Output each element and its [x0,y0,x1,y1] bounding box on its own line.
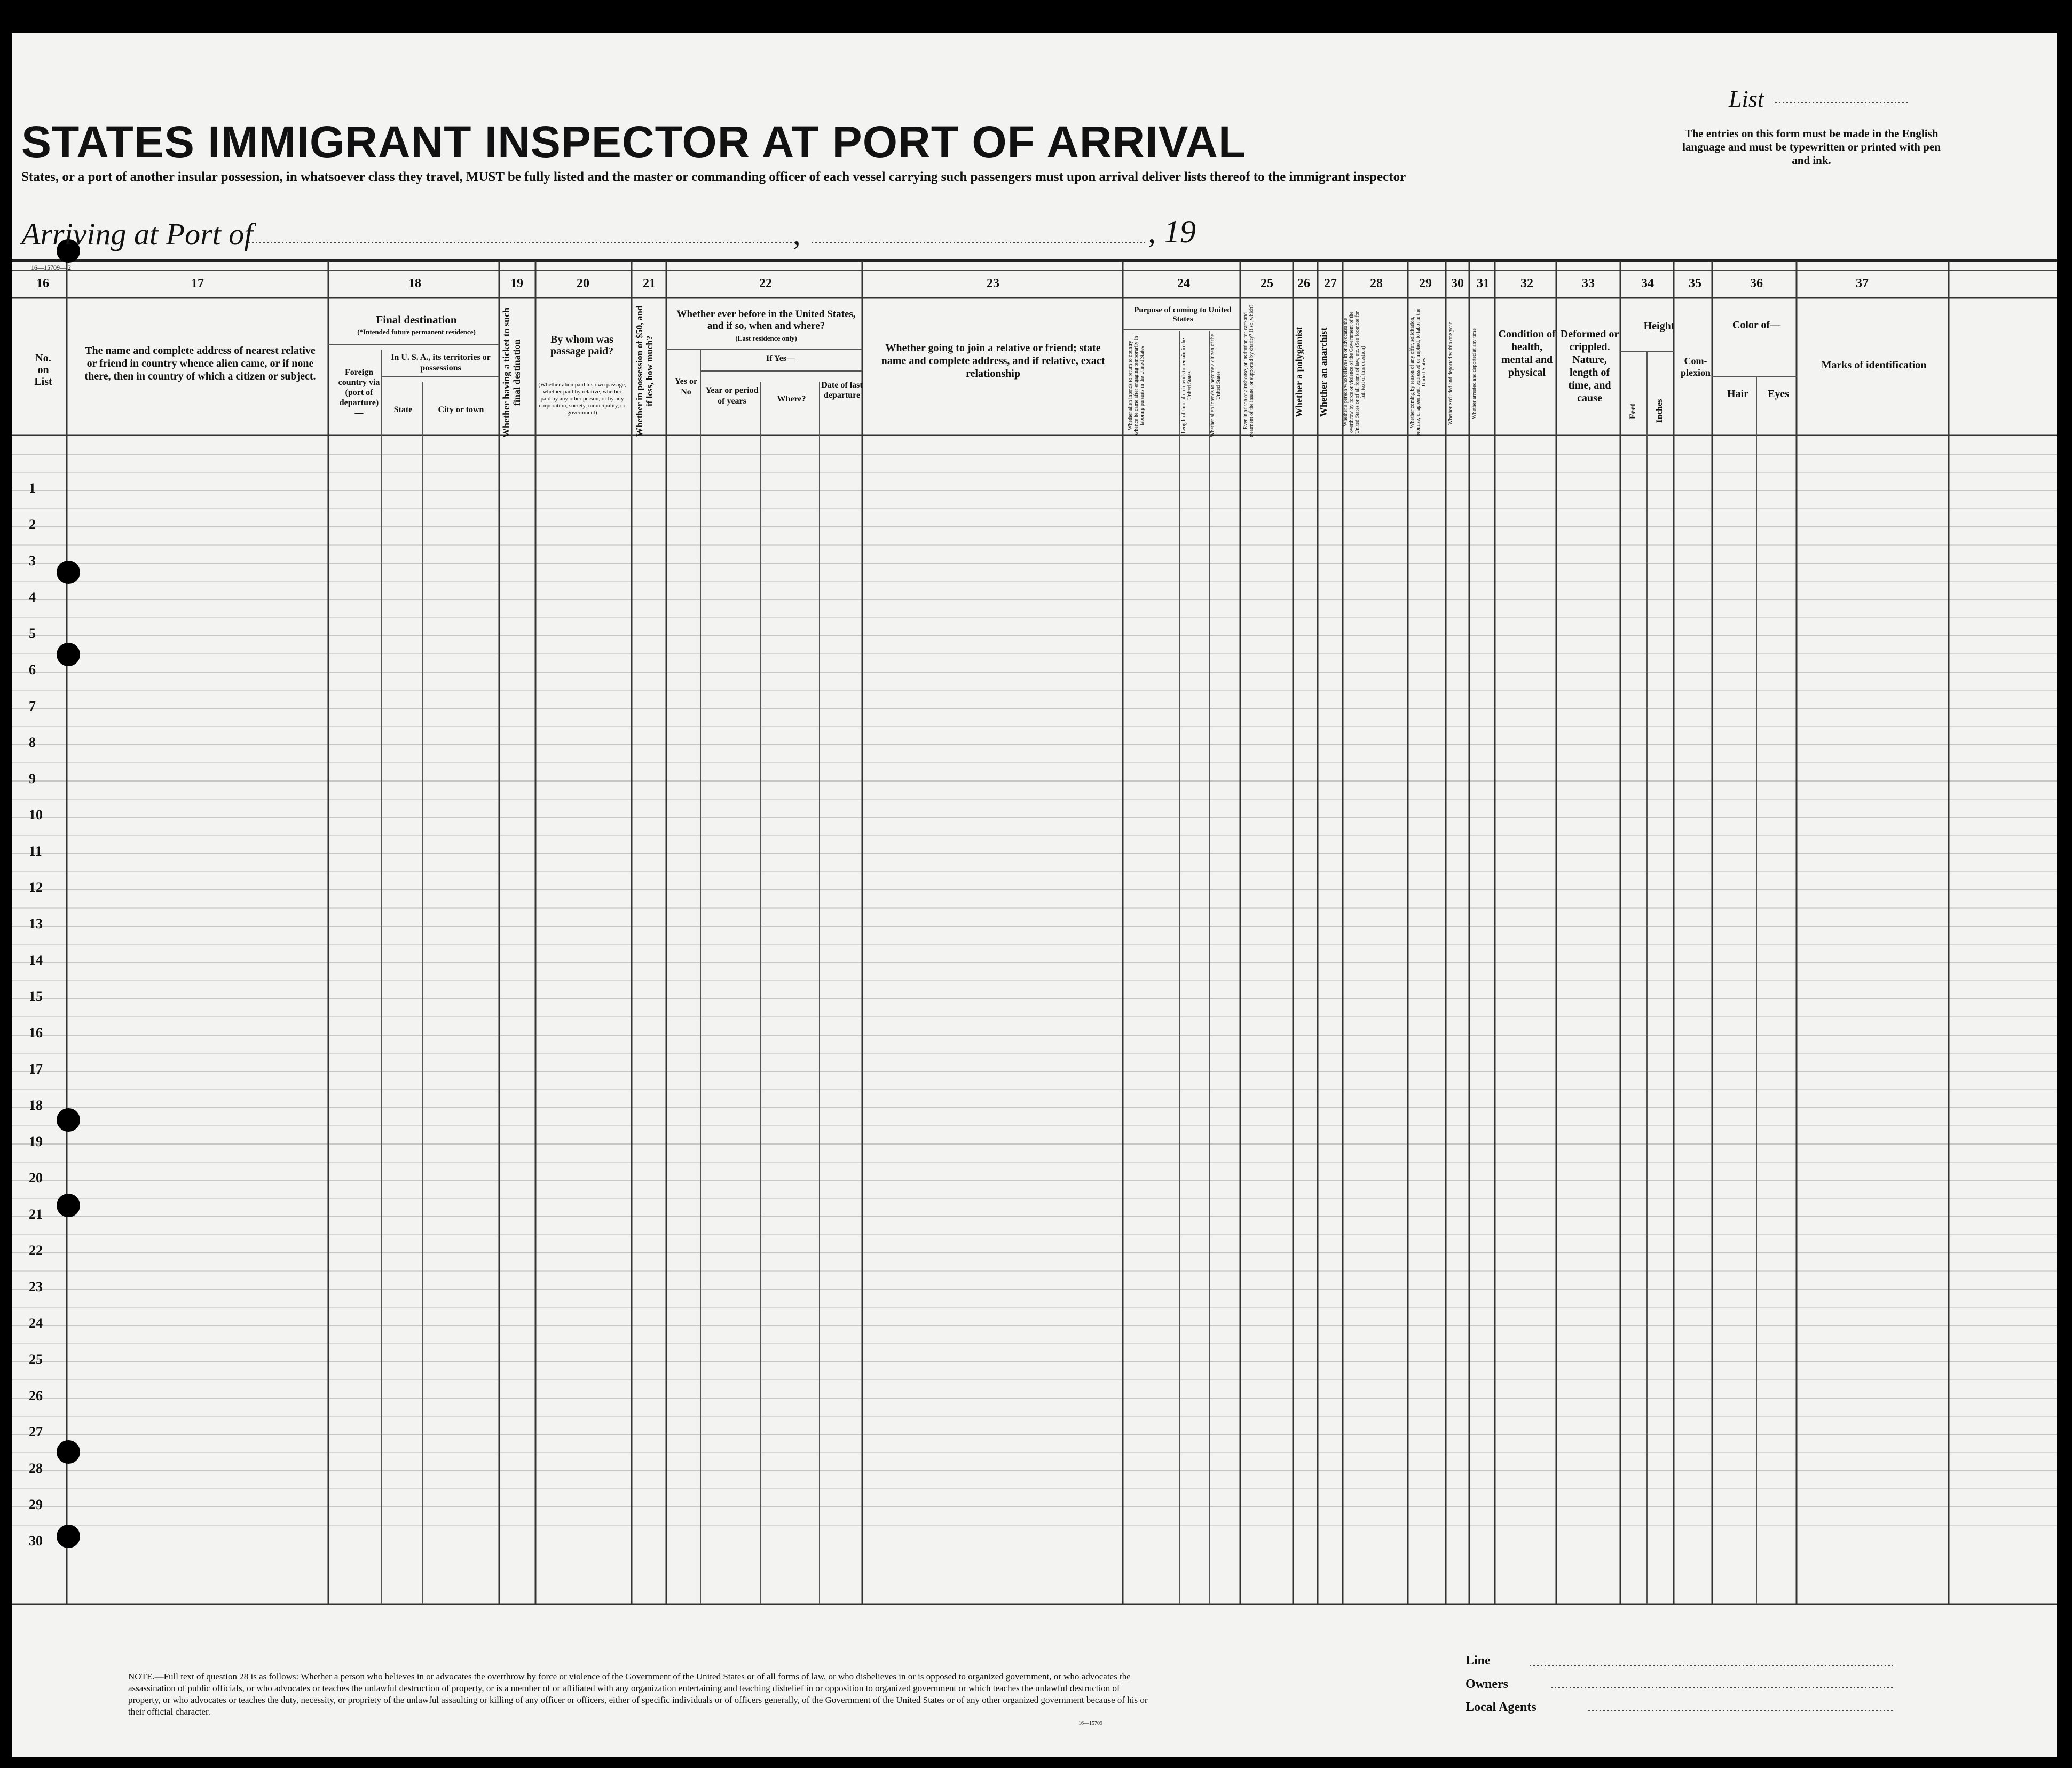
col20-note: (Whether alien paid his own passage, whether paid by relative, whether paid by any other person, or by any corporation, society, municipality, or government) [538,382,626,416]
row-number: 28 [29,1461,43,1476]
col18-state: State [393,405,413,414]
column-number-23: 23 [987,277,999,290]
col34-feet: Feet [1628,403,1637,419]
row-number: 17 [29,1061,43,1077]
punch-hole [57,561,80,584]
col36-label: Color of— [1732,319,1781,331]
col25-label: Ever in prison or almshouse, or institution for care and treatment of the insane, or supported by charity? If so, which? [1243,304,1255,438]
row-number: 7 [29,698,36,714]
row-number: 9 [29,771,36,786]
column-number-29: 29 [1419,277,1432,290]
col28-label: Whether a person who believes in or advocates the overthrow by force or violence of the Government of the United States or of all forms of law, etc. (See footnote for full text of this question) [1343,311,1366,434]
col34-label: Height [1643,320,1675,332]
col22-ifyes: If Yes— [766,354,795,363]
row-number: 10 [29,807,43,823]
row-number: 22 [29,1243,43,1258]
row-number: 30 [29,1533,43,1549]
column-number-37: 37 [1856,277,1869,290]
col36-hair: Hair [1727,388,1748,400]
form-subtitle: States, or a port of another insular possession, in whatsoever class they travel, MUST be fully listed and the master or commanding officer of each vessel carrying such passengers must upon arrival deliver lists thereof to the immigrant inspector [21,170,1406,184]
column-number-19: 19 [510,277,523,290]
column-number-31: 31 [1477,277,1490,290]
col24-a: Whether alien intends to return to country whence he came after engaging temporarily in laboring pursuits in the United States [1128,336,1145,436]
column-number-18: 18 [408,277,421,290]
column-number-17: 17 [191,277,204,290]
row-number: 21 [29,1206,43,1222]
col18-usa: In U. S. A., its territories or possessions [391,353,491,373]
row-number: 14 [29,952,43,968]
row-number: 18 [29,1098,43,1113]
row-number: 1 [29,480,36,496]
row-number: 19 [29,1134,43,1149]
column-number-36: 36 [1750,277,1763,290]
col19-label: Whether having a ticket to such final destination [501,307,522,438]
column-number-16: 16 [36,277,49,290]
column-number-34: 34 [1641,277,1654,290]
row-number: 4 [29,589,36,605]
column-number-30: 30 [1451,277,1464,290]
row-number: 6 [29,662,36,677]
column-number-33: 33 [1582,277,1595,290]
column-number-21: 21 [643,277,656,290]
col22-where: Where? [777,394,806,404]
column-number-27: 27 [1324,277,1337,290]
column-number-35: 35 [1689,277,1701,290]
column-number-20: 20 [577,277,589,290]
row-number: 29 [29,1497,43,1512]
punch-hole [57,1108,80,1132]
col24-label: Purpose of coming to United States [1134,306,1232,323]
col22-note: (Last residence only) [735,334,797,342]
column-number-28: 28 [1370,277,1383,290]
col21-label: Whether in possession of $50, and if less, how much? [634,305,655,437]
row-number: 11 [29,843,42,859]
col22-year: Year or period of years [705,386,759,406]
col31-label: Whether arrested and deported at any time [1471,328,1477,419]
col29-label: Whether coming by reason of any offer, solicitation, promise, or agreement, expressed or implied, to labor in the United States [1409,309,1427,436]
row-number: 26 [29,1388,43,1403]
col18-foreign: Foreign country via (port of departure)— [338,368,380,417]
punch-hole [57,1194,80,1217]
row-number: 23 [29,1279,43,1295]
col34-inches: Inches [1655,399,1664,423]
row-number: 5 [29,626,36,641]
arriving-label: Arriving at Port of [21,217,253,251]
col18-city: City or town [438,405,484,414]
column-number-24: 24 [1177,277,1190,290]
col36-eyes: Eyes [1768,388,1789,400]
arriving-comma: , [793,217,801,251]
paper [12,33,2057,1757]
punch-hole [57,643,80,666]
col16-label: No. on List [34,352,52,388]
line-label: Line [1466,1654,1491,1668]
col33-label: Deformed or crippled. Nature, length of time, and cause [1560,328,1619,404]
col30-label: Whether excluded and deported within one year [1448,322,1454,425]
form-title: STATES IMMIGRANT INSPECTOR AT PORT OF ARRIVAL [21,117,1247,167]
column-number-22: 22 [759,277,772,290]
entries-notice: The entries on this form must be made in the English language and must be typewritten or printed with pen and ink. [1682,127,1941,167]
col18-label: Final destination [376,313,457,326]
col24-c: Whether alien intends to become a citizen of the United States [1210,334,1222,438]
row-number: 27 [29,1424,43,1440]
col22-label: Whether ever before in the United States, and if so, when and where? [676,309,856,332]
punch-hole [57,1525,80,1548]
agents-label: Local Agents [1466,1700,1537,1714]
form-number: 16—15709— 2 [31,264,71,271]
row-number: 15 [29,989,43,1004]
col22-date: Date of last departure [821,381,863,400]
col22-yesno: Yes or No [674,377,698,397]
footer-code: 16—15709 [1078,1720,1102,1726]
row-number: 24 [29,1315,43,1331]
footnote: NOTE.—Full text of question 28 is as follows: Whether a person who believes in or advocates the overthrow by force or violence of the Government of the United States or of all forms of law, or who disbelieves in or is opposed to organized government, or who advocates the assassination of public officials, or who advocates or teaches the unlawful destruction of property, or is a member of or affiliated with any organization entertaining and teaching disbelief in or opposition to organized government or which teaches the unlawful destruction of property, or who advocates or teaches the duty, necessity, or propriety of the unlawful assaulting or killing of any officer or officers, either of specific individuals or of officers generally, of the Government of the United States or of any other organized government because of his or their official character. [128,1671,1148,1717]
col20-label: By whom was passage paid? [550,334,614,357]
row-number: 12 [29,880,43,895]
row-number: 25 [29,1352,43,1367]
row-number: 16 [29,1025,43,1040]
col24-b: Length of time alien intends to remain in the United States [1181,338,1193,433]
column-number-26: 26 [1297,277,1310,290]
col26-label: Whether a polygamist [1294,327,1304,418]
year-label: , 19 [1148,214,1196,249]
col32-label: Condition of health, mental and physical [1498,328,1556,378]
row-number: 3 [29,553,36,569]
list-label: List [1729,86,1764,112]
owners-label: Owners [1466,1677,1508,1691]
column-number-25: 25 [1260,277,1273,290]
col37-label: Marks of identification [1821,359,1927,371]
col35-label: Com-plexion [1680,356,1711,378]
col18-note: (*Intended future permanent residence) [357,328,476,336]
column-number-32: 32 [1520,277,1533,290]
row-number: 13 [29,916,43,932]
col23-label: Whether going to join a relative or friend; state name and complete address, and if relative, exact relationship [881,342,1105,380]
col27-label: Whether an anarchist [1318,327,1329,417]
row-number: 2 [29,517,36,532]
punch-hole [57,1440,80,1464]
row-number: 8 [29,735,36,750]
col17-label: The name and complete address of nearest relative or friend in country whence alien came, or if none there, then in country of which a citizen or subject. [84,345,316,382]
row-number: 20 [29,1170,43,1186]
